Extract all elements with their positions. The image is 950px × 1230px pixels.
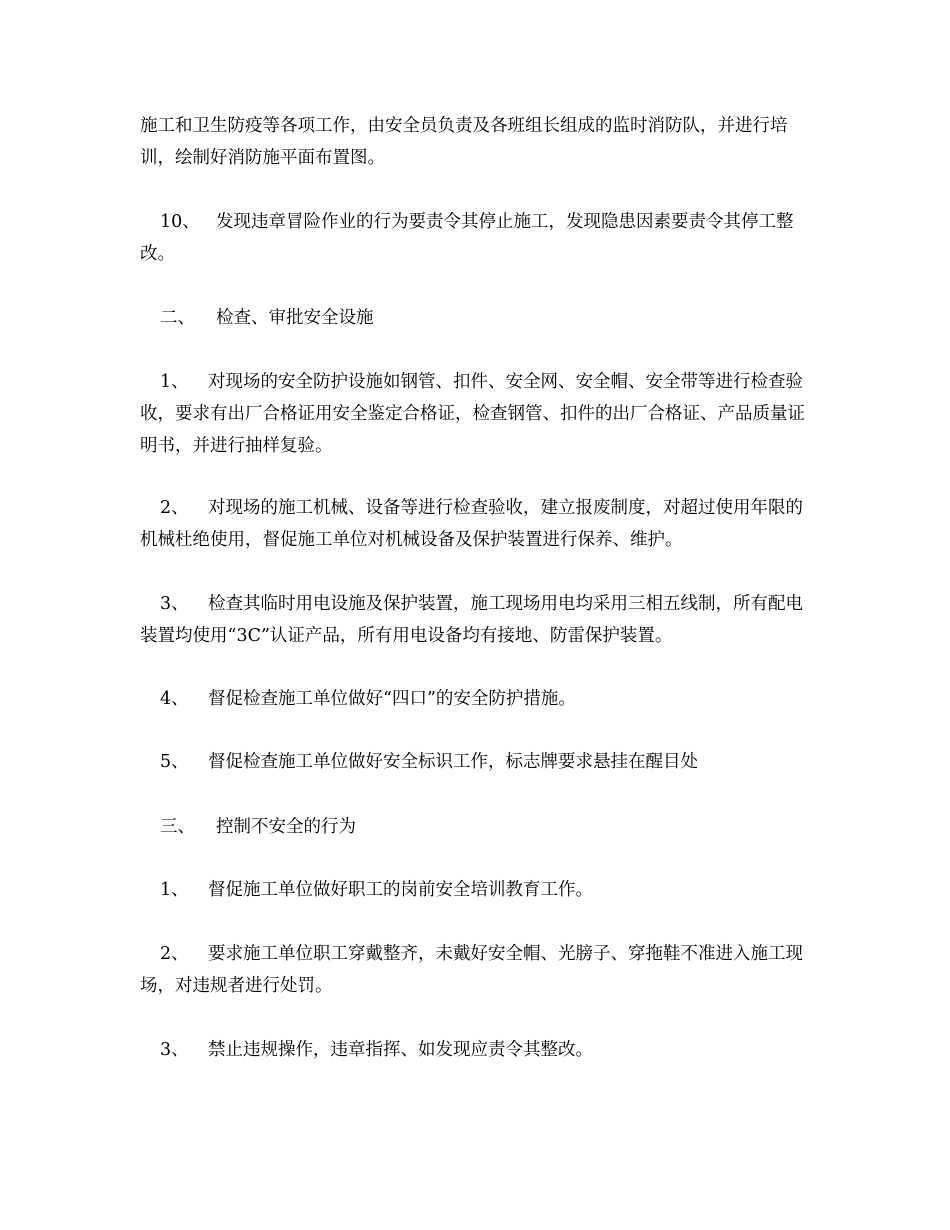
item-number: 5、 <box>160 752 189 772</box>
item-number: 2、 <box>160 498 189 518</box>
section-title: 检查、审批安全设施 <box>216 308 374 328</box>
paragraph-intro <box>140 110 812 174</box>
paragraph-text: 施工和卫生防疫等各项工作，由安全员负责及各班组长组成的监时消防队，并进行培训，绘制好消防施平面布置图。 <box>140 116 788 168</box>
paragraph-s2-item-2 <box>140 492 812 556</box>
item-number: 1、 <box>160 880 189 900</box>
paragraph-s3-item-1 <box>140 874 812 906</box>
paragraph-text: 督促检查施工单位做好安全标识工作，标志牌要求悬挂在醒目处 <box>208 752 698 772</box>
paragraph-text: 要求施工单位职工穿戴整齐，未戴好安全帽、光膀子、穿拖鞋不准进入施工现场，对违规者进行处罚。 <box>140 944 803 996</box>
item-number: 1、 <box>160 372 189 392</box>
paragraph-s2-item-4 <box>140 683 812 715</box>
item-number: 2、 <box>160 944 189 964</box>
section-number: 三、 <box>160 817 195 837</box>
paragraph-text: 发现违章冒险作业的行为要责令其停止施工，发现隐患因素要责令其停工整改。 <box>140 212 794 264</box>
item-number: 10、 <box>160 212 200 232</box>
item-number: 3、 <box>160 1040 189 1060</box>
section-number: 二、 <box>160 308 195 328</box>
section-heading-3 <box>140 811 812 843</box>
paragraph-text: 督促检查施工单位做好“四口”的安全防护措施。 <box>208 689 576 709</box>
paragraph-text: 对现场的施工机械、设备等进行检查验收，建立报废制度，对超过使用年限的机械杜绝使用，督促施工单位对机械设备及保护装置进行保养、维护。 <box>140 498 803 550</box>
paragraph-text: 对现场的安全防护设施如钢管、扣件、安全网、安全帽、安全带等进行检查验收，要求有出厂合格证用安全鉴定合格证，检查钢管、扣件的出厂合格证、产品质量证明书，并进行抽样复验。 <box>140 372 805 456</box>
paragraph-s3-item-3 <box>140 1034 812 1066</box>
item-number: 3、 <box>160 594 189 614</box>
paragraph-s2-item-3 <box>140 588 812 652</box>
paragraph-s2-item-5 <box>140 746 812 778</box>
paragraph-item-10 <box>140 206 812 270</box>
section-heading-2 <box>140 302 812 334</box>
item-number: 4、 <box>160 689 189 709</box>
paragraph-text: 禁止违规操作，违章指挥、如发现应责令其整改。 <box>208 1040 593 1060</box>
paragraph-s3-item-2 <box>140 938 812 1002</box>
paragraph-text: 检查其临时用电设施及保护装置，施工现场用电均采用三相五线制，所有配电装置均使用“3C”认证产品，所有用电设备均有接地、防雷保护装置。 <box>140 594 803 646</box>
section-title: 控制不安全的行为 <box>216 817 356 837</box>
paragraph-s2-item-1 <box>140 366 812 462</box>
paragraph-text: 督促施工单位做好职工的岗前安全培训教育工作。 <box>208 880 593 900</box>
